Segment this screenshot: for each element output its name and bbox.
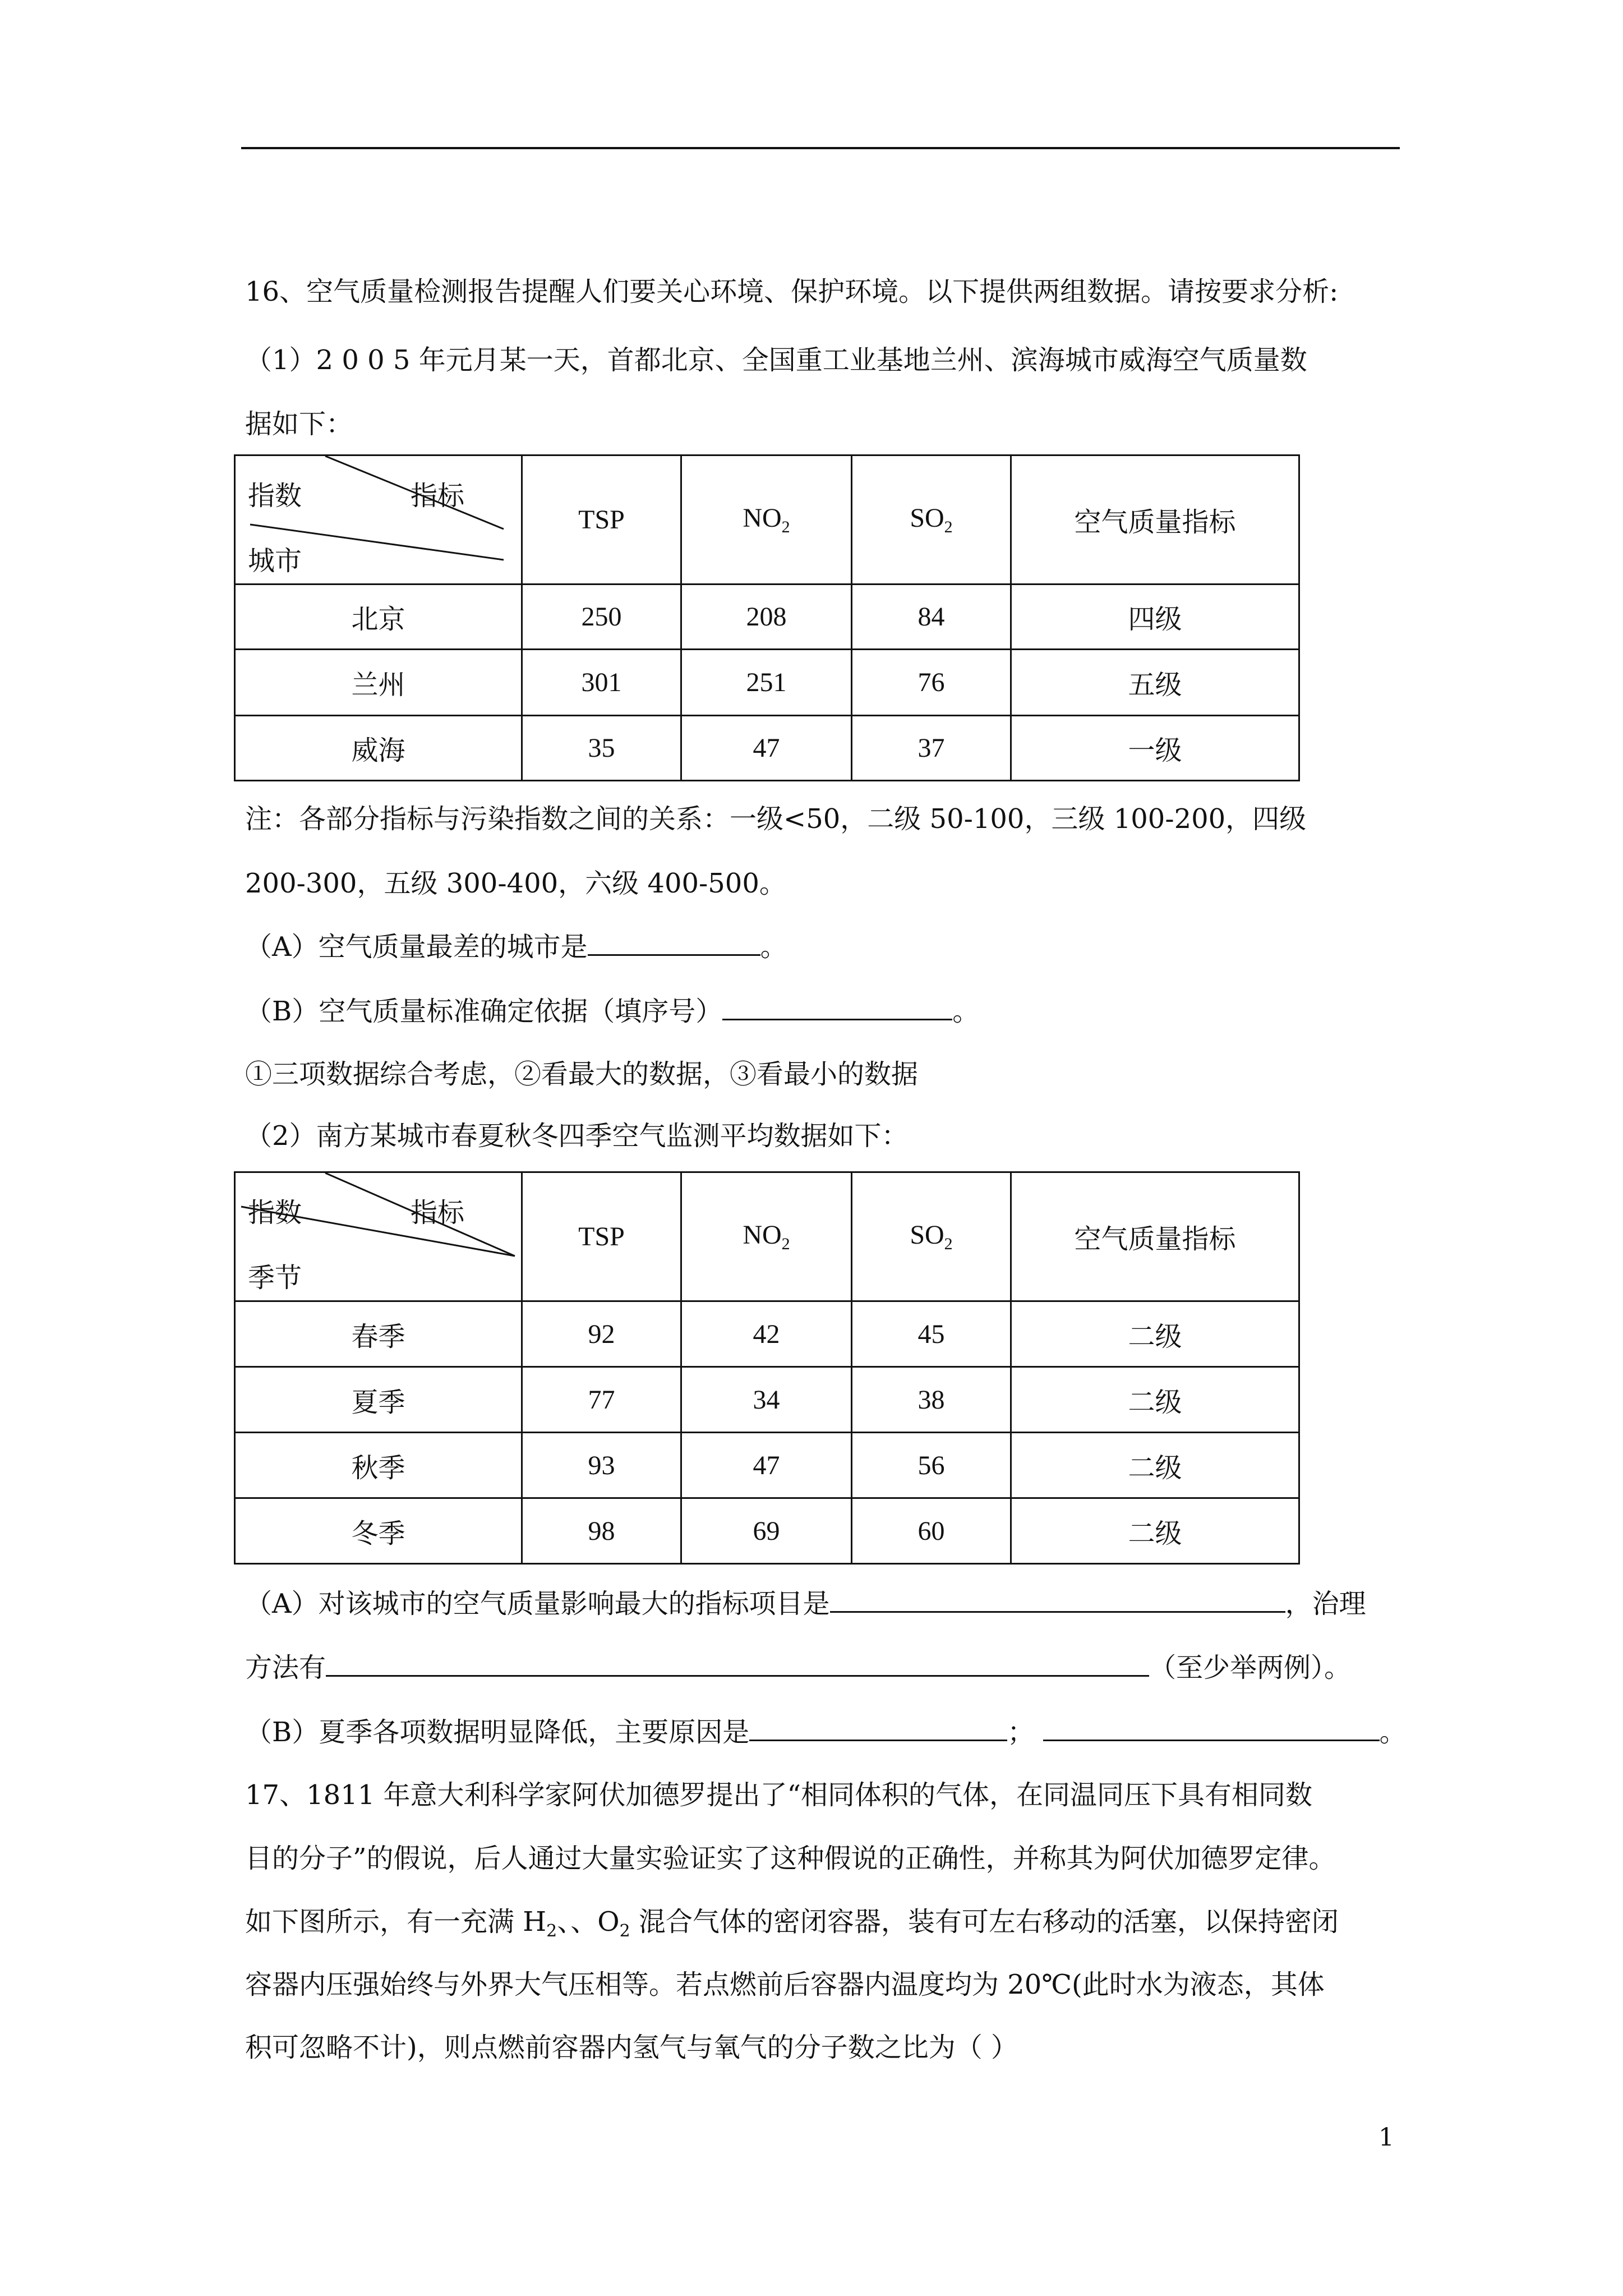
header-no2: $NO_2$	[681, 1172, 852, 1301]
question-16-2b: （B）夏季各项数据明显降低，主要原因是 ； 。	[245, 1714, 1407, 1749]
page-number: 1	[1378, 2123, 1394, 2152]
table-row	[235, 716, 1299, 781]
cell-so2: 60	[852, 1498, 1011, 1564]
q17-line3: 如下图所示，有一充满 $H_2$、、$O_2$ 混合气体的密闭容器，装有可左右移动的活塞，以保持密闭	[245, 1906, 1339, 1941]
header-no2: $NO_2$	[681, 455, 852, 585]
cell-tsp: 77	[522, 1367, 681, 1433]
cell-so2: 45	[852, 1301, 1011, 1367]
q16-part1-line2: 据如下：	[245, 408, 353, 440]
cell-so2: 56	[852, 1433, 1011, 1498]
cell-level: 二级	[1011, 1498, 1299, 1564]
header-so2: $SO_2$	[852, 455, 1011, 585]
answer-blank[interactable]	[1043, 1714, 1380, 1741]
options-line: ①三项数据综合考虑，②看最大的数据，③看最小的数据	[245, 1059, 919, 1090]
cell-no2: 34	[681, 1367, 852, 1433]
cell-no2: 47	[681, 716, 852, 781]
q16-intro: 16、空气质量检测报告提醒人们要关心环境、保护环境。以下提供两组数据。请按要求分析:	[245, 276, 1339, 307]
table-row	[235, 650, 1299, 716]
cell-level: 二级	[1011, 1301, 1299, 1367]
cell-city: 威海	[235, 716, 522, 781]
corner-label-indicator: 指标	[411, 480, 465, 512]
cell-so2: 37	[852, 716, 1011, 781]
answer-blank[interactable]	[326, 1649, 1149, 1677]
cell-tsp: 93	[522, 1433, 681, 1498]
cell-level: 四级	[1011, 585, 1299, 650]
header-tsp: TSP	[522, 455, 681, 585]
cell-no2: 208	[681, 585, 852, 650]
cell-so2: 38	[852, 1367, 1011, 1433]
cell-city: 北京	[235, 585, 522, 650]
cell-so2: 84	[852, 585, 1011, 650]
q16-part2: （2）南方某城市春夏秋冬四季空气监测平均数据如下：	[245, 1120, 909, 1152]
answer-blank[interactable]	[588, 928, 760, 956]
corner-label-index: 指数	[248, 1197, 302, 1228]
cell-tsp: 92	[522, 1301, 681, 1367]
header-quality: 空气质量指标	[1011, 1172, 1299, 1301]
table-season-air-quality	[234, 1171, 1300, 1565]
question-16b: （B）空气质量标准确定依据（填序号） 。	[245, 993, 979, 1028]
cell-level: 一级	[1011, 716, 1299, 781]
q17-line1: 17、1811 年意大利科学家阿伏加德罗提出了“相同体积的气体，在同温同压下具有相同数	[245, 1779, 1313, 1811]
q17-line2: 目的分子”的假说，后人通过大量实验证实了这种假说的正确性，并称其为阿伏加德罗定律。	[245, 1843, 1336, 1874]
note-line2: 200-300，五级 300-400，六级 400-500。	[245, 868, 786, 899]
cell-tsp: 301	[522, 650, 681, 716]
table-row	[235, 1433, 1299, 1498]
table-row	[235, 585, 1299, 650]
table-row	[235, 1498, 1299, 1564]
cell-level: 二级	[1011, 1433, 1299, 1498]
q17-line5: 积可忽略不计)，则点燃前容器内氢气与氧气的分子数之比为（ ）	[245, 2032, 1018, 2063]
question-16-2a-line2: 方法有 （至少举两例）。	[245, 1649, 1351, 1685]
q17-line4: 容器内压强始终与外界大气压相等。若点燃前后容器内温度均为 20℃(此时水为液态，其体	[245, 1969, 1325, 2000]
answer-blank[interactable]	[830, 1585, 1285, 1613]
header-quality: 空气质量指标	[1011, 455, 1299, 585]
cell-so2: 76	[852, 650, 1011, 716]
answer-blank[interactable]	[722, 993, 952, 1020]
cell-tsp: 98	[522, 1498, 681, 1564]
table-row	[235, 1367, 1299, 1433]
cell-no2: 69	[681, 1498, 852, 1564]
corner-label-indicator: 指标	[411, 1197, 465, 1228]
cell-season: 冬季	[235, 1498, 522, 1564]
question-16a: （A）空气质量最差的城市是 。	[245, 928, 787, 964]
cell-season: 秋季	[235, 1433, 522, 1498]
cell-no2: 42	[681, 1301, 852, 1367]
table-city-air-quality	[234, 454, 1300, 781]
cell-city: 兰州	[235, 650, 522, 716]
cell-season: 夏季	[235, 1367, 522, 1433]
answer-blank[interactable]	[749, 1714, 1007, 1741]
table-corner-cell	[235, 1172, 522, 1301]
cell-season: 春季	[235, 1301, 522, 1367]
header-tsp: TSP	[522, 1172, 681, 1301]
cell-no2: 47	[681, 1433, 852, 1498]
cell-tsp: 250	[522, 585, 681, 650]
corner-label-index: 指数	[248, 480, 302, 512]
table-corner-cell	[235, 455, 522, 585]
question-16-2a: （A）对该城市的空气质量影响最大的指标项目是 ，治理	[245, 1585, 1366, 1621]
cell-level: 五级	[1011, 650, 1299, 716]
header-so2: $SO_2$	[852, 1172, 1011, 1301]
q16-part1-line1: （1）2 0 0 5 年元月某一天，首都北京、全国重工业基地兰州、滨海城市威海空气质量数	[245, 344, 1307, 376]
table-row	[235, 1301, 1299, 1367]
corner-label-city: 城市	[248, 545, 302, 577]
cell-no2: 251	[681, 650, 852, 716]
cell-level: 二级	[1011, 1367, 1299, 1433]
header-rule	[241, 147, 1400, 149]
cell-tsp: 35	[522, 716, 681, 781]
note-line1: 注：各部分指标与污染指数之间的关系：一级<50，二级 50-100，三级 100-200，四级	[245, 803, 1307, 835]
corner-label-season: 季节	[248, 1262, 302, 1294]
